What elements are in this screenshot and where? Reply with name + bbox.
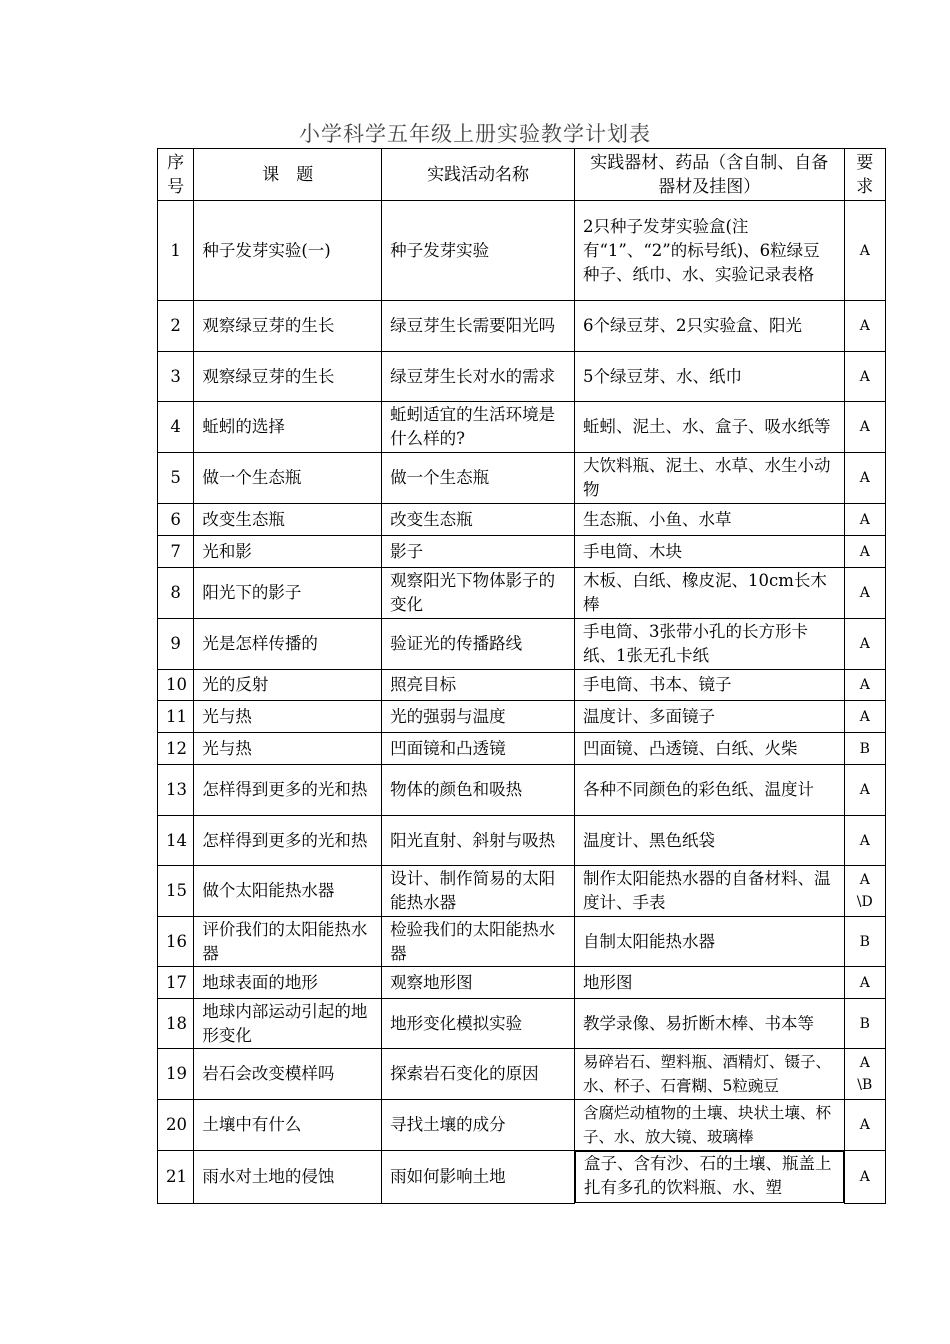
row-materials: 蚯蚓、泥土、水、盒子、吸水纸等 [574,402,844,453]
table-row [158,536,886,568]
experiment-plan-table [157,148,886,1204]
row-requirement: A [844,352,885,402]
row-topic: 光的反射 [194,670,382,701]
row-num: 6 [158,504,194,536]
table-header-row [158,149,886,201]
row-topic: 雨水对土地的侵蚀 [194,1151,382,1204]
table-row [158,1049,886,1100]
row-requirement: A [844,301,885,352]
row-materials: 手电筒、木块 [574,536,844,568]
header-topic: 课 题 [194,149,382,201]
row-topic: 观察绿豆芽的生长 [194,301,382,352]
table-row [158,701,886,733]
row-activity: 地形变化模拟实验 [382,999,575,1049]
row-requirement: A [844,1100,885,1151]
row-requirement: A [844,504,885,536]
row-materials: 含腐烂动植物的土壤、块状土壤、杯子、水、放大镜、玻璃棒 [574,1100,844,1151]
row-requirement: A\B [844,1049,885,1100]
table-row [158,504,886,536]
header-requirement: 要求 [844,149,885,201]
row-requirement: A [844,1151,885,1204]
table-row [158,453,886,504]
row-requirement: A [844,201,885,301]
table-row [158,402,886,453]
row-activity: 寻找土壤的成分 [382,1100,575,1151]
row-activity: 光的强弱与温度 [382,701,575,733]
row-activity: 阳光直射、斜射与吸热 [382,816,575,866]
row-num: 2 [158,301,194,352]
row-num: 21 [158,1151,194,1204]
row-topic: 做个太阳能热水器 [194,866,382,917]
row-topic: 观察绿豆芽的生长 [194,352,382,402]
table-row [158,765,886,816]
row-requirement: A [844,765,885,816]
table-row [158,917,886,967]
row-topic: 土壤中有什么 [194,1100,382,1151]
row-activity: 观察地形图 [382,967,575,999]
row-activity: 绿豆芽生长需要阳光吗 [382,301,575,352]
row-topic: 光与热 [194,701,382,733]
row-materials: 6个绿豆芽、2只实验盒、阳光 [574,301,844,352]
row-num: 7 [158,536,194,568]
table-row [158,568,886,619]
row-requirement: A\D [844,866,885,917]
row-materials: 生态瓶、小鱼、水草 [574,504,844,536]
row-requirement: A [844,402,885,453]
row-materials: 各种不同颜色的彩色纸、温度计 [574,765,844,816]
row-requirement: A [844,967,885,999]
header-materials: 实践器材、药品（含自制、自备器材及挂图） [574,149,844,201]
row-num: 13 [158,765,194,816]
table-row [158,967,886,999]
row-activity: 做一个生态瓶 [382,453,575,504]
table-row [158,733,886,765]
row-activity: 凹面镜和凸透镜 [382,733,575,765]
row-num: 14 [158,816,194,866]
table-row [158,301,886,352]
row-num: 4 [158,402,194,453]
row-materials: 温度计、多面镜子 [574,701,844,733]
row-materials: 温度计、黑色纸袋 [574,816,844,866]
row-materials: 木板、白纸、橡皮泥、10cm长木棒 [574,568,844,619]
row-num: 8 [158,568,194,619]
header-activity: 实践活动名称 [382,149,575,201]
row-activity: 验证光的传播路线 [382,619,575,670]
row-num: 11 [158,701,194,733]
row-materials: 制作太阳能热水器的自备材料、温度计、手表 [574,866,844,917]
row-topic: 地球内部运动引起的地形变化 [194,999,382,1049]
page-title: 小学科学五年级上册实验教学计划表 [299,122,651,146]
table-row [158,999,886,1049]
row-requirement: B [844,999,885,1049]
row-activity: 影子 [382,536,575,568]
row-num: 3 [158,352,194,402]
row-requirement: A [844,568,885,619]
row-activity: 设计、制作简易的太阳能热水器 [382,866,575,917]
row-topic: 岩石会改变模样吗 [194,1049,382,1100]
table-row [158,1100,886,1151]
row-materials: 地形图 [574,967,844,999]
row-activity: 蚯蚓适宜的生活环境是什么样的? [382,402,575,453]
table-row [158,866,886,917]
table-row [158,816,886,866]
row-materials: 盒子、含有沙、石的土壤、瓶盖上扎有多孔的饮料瓶、水、塑 [575,1151,844,1203]
row-materials: 自制太阳能热水器 [574,917,844,967]
row-activity: 种子发芽实验 [382,201,575,301]
row-num: 12 [158,733,194,765]
row-num: 5 [158,453,194,504]
table-row [158,201,886,301]
row-num: 19 [158,1049,194,1100]
row-requirement: A [844,453,885,504]
row-topic: 改变生态瓶 [194,504,382,536]
row-topic: 评价我们的太阳能热水器 [194,917,382,967]
table-row [158,670,886,701]
row-materials: 易碎岩石、塑料瓶、酒精灯、镊子、水、杯子、石膏糊、5粒豌豆 [574,1049,844,1100]
row-activity: 绿豆芽生长对水的需求 [382,352,575,402]
row-activity: 改变生态瓶 [382,504,575,536]
row-topic: 阳光下的影子 [194,568,382,619]
table-row [158,1151,886,1204]
row-topic: 种子发芽实验(一) [194,201,382,301]
row-activity: 雨如何影响土地 [382,1151,575,1204]
row-num: 15 [158,866,194,917]
row-num: 10 [158,670,194,701]
row-topic: 光和影 [194,536,382,568]
row-activity: 物体的颜色和吸热 [382,765,575,816]
row-num: 16 [158,917,194,967]
row-materials: 教学录像、易折断木棒、书本等 [574,999,844,1049]
row-num: 1 [158,201,194,301]
header-num: 序号 [158,149,194,201]
row-topic: 怎样得到更多的光和热 [194,765,382,816]
table-row [158,619,886,670]
row-materials: 大饮料瓶、泥土、水草、水生小动物 [574,453,844,504]
row-num: 18 [158,999,194,1049]
row-topic: 蚯蚓的选择 [194,402,382,453]
row-activity: 检验我们的太阳能热水器 [382,917,575,967]
row-topic: 地球表面的地形 [194,967,382,999]
row-activity: 照亮目标 [382,670,575,701]
row-requirement: A [844,619,885,670]
row-activity: 探索岩石变化的原因 [382,1049,575,1100]
row-materials: 5个绿豆芽、水、纸巾 [574,352,844,402]
row-topic: 光与热 [194,733,382,765]
row-activity: 观察阳光下物体影子的变化 [382,568,575,619]
row-num: 17 [158,967,194,999]
row-materials: 2只种子发芽实验盒(注有“1”、“2”的标号纸)、6粒绿豆种子、纸巾、水、实验记录表格 [574,201,844,301]
row-num: 9 [158,619,194,670]
row-materials: 手电筒、书本、镜子 [574,670,844,701]
row-requirement: A [844,701,885,733]
row-topic: 怎样得到更多的光和热 [194,816,382,866]
row-num: 20 [158,1100,194,1151]
table-row [158,352,886,402]
row-requirement: A [844,670,885,701]
row-requirement: A [844,816,885,866]
row-materials: 凹面镜、凸透镜、白纸、火柴 [574,733,844,765]
row-requirement: B [844,733,885,765]
row-topic: 做一个生态瓶 [194,453,382,504]
row-topic: 光是怎样传播的 [194,619,382,670]
row-requirement: B [844,917,885,967]
row-materials: 手电筒、3张带小孔的长方形卡纸、1张无孔卡纸 [574,619,844,670]
row-requirement: A [844,536,885,568]
